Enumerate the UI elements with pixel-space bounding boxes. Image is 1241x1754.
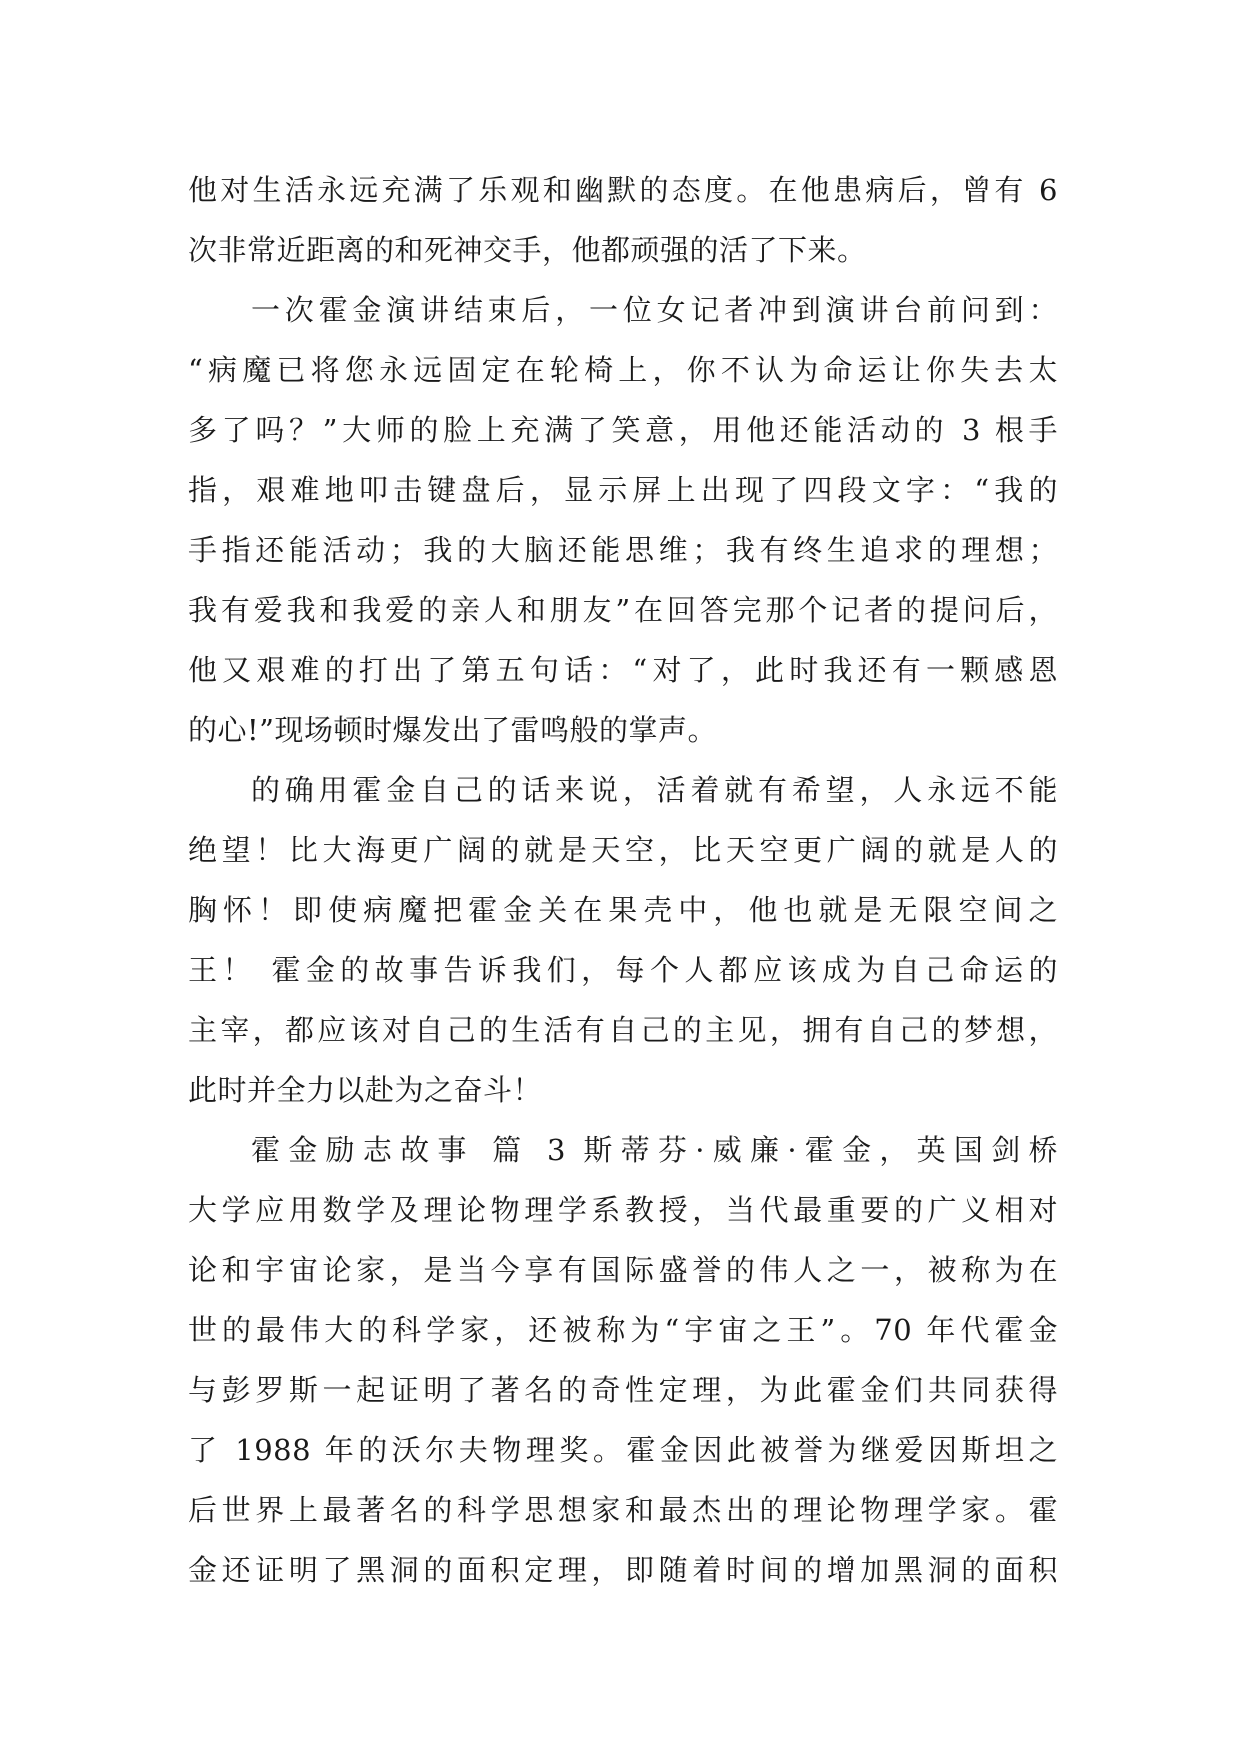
text-line: 我有爱我和我爱的亲人和朋友”在回答完那个记者的提问后， xyxy=(188,593,1058,627)
text-line: 王！ 霍金的故事告诉我们，每个人都应该成为自己命运的 xyxy=(188,953,1058,987)
text-line: 论和宇宙论家，是当今享有国际盛誉的伟人之一，被称为在 xyxy=(188,1253,1058,1287)
text-line: 与彭罗斯一起证明了著名的奇性定理，为此霍金们共同获得 xyxy=(188,1373,1058,1407)
text-line: 他对生活永远充满了乐观和幽默的态度。在他患病后，曾有 6 xyxy=(188,173,1058,207)
text-line: 一次霍金演讲结束后，一位女记者冲到演讲台前问到： xyxy=(251,293,1058,327)
text-line: 此时并全力以赴为之奋斗！ xyxy=(188,1073,543,1107)
text-line: 多了吗？”大师的脸上充满了笑意，用他还能活动的 3 根手 xyxy=(188,413,1058,447)
text-line: 主宰，都应该对自己的生活有自己的主见，拥有自己的梦想， xyxy=(188,1013,1058,1047)
text-line: 手指还能活动；我的大脑还能思维；我有终生追求的理想； xyxy=(188,533,1058,567)
text-line: 金还证明了黑洞的面积定理，即随着时间的增加黑洞的面积 xyxy=(188,1553,1058,1587)
text-line: “病魔已将您永远固定在轮椅上，你不认为命运让你失去太 xyxy=(188,353,1058,387)
text-line: 指，艰难地叩击键盘后，显示屏上出现了四段文字：“我的 xyxy=(188,473,1058,507)
text-line: 后世界上最著名的科学思想家和最杰出的理论物理学家。霍 xyxy=(188,1493,1058,1527)
text-line: 了 1988 年的沃尔夫物理奖。霍金因此被誉为继爱因斯坦之 xyxy=(188,1433,1058,1467)
text-line: 胸怀！即使病魔把霍金关在果壳中，他也就是无限空间之 xyxy=(188,893,1058,927)
text-line: 的确用霍金自己的话来说，活着就有希望，人永远不能 xyxy=(251,773,1058,807)
text-line: 霍金励志故事 篇 3 斯蒂芬·威廉·霍金，英国剑桥 xyxy=(251,1133,1058,1167)
text-line: 世的最伟大的科学家，还被称为“宇宙之王”。70 年代霍金 xyxy=(188,1313,1058,1347)
text-line: 大学应用数学及理论物理学系教授，当代最重要的广义相对 xyxy=(188,1193,1058,1227)
text-line: 绝望！比大海更广阔的就是天空，比天空更广阔的就是人的 xyxy=(188,833,1058,867)
text-line: 他又艰难的打出了第五句话：“对了，此时我还有一颗感恩 xyxy=(188,653,1058,687)
text-line: 次非常近距离的和死神交手，他都顽强的活了下来。 xyxy=(188,233,867,267)
document-body xyxy=(188,160,1058,1600)
text-line: 的心!”现场顿时爆发出了雷鸣般的掌声。 xyxy=(188,713,717,747)
